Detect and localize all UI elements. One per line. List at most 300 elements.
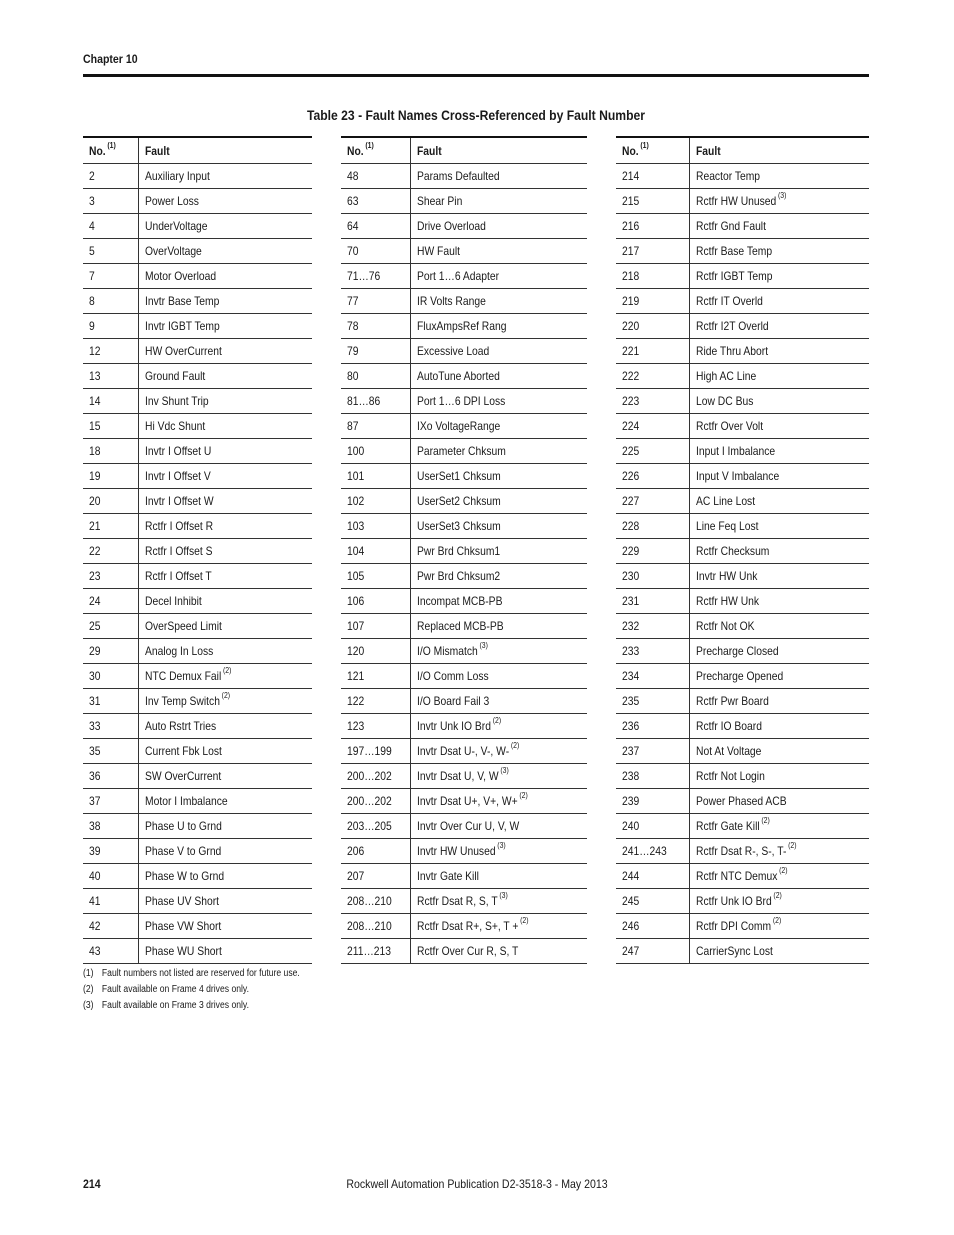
fault-name-cell <box>138 614 312 639</box>
fault-name: Invtr I Offset U <box>144 444 211 458</box>
fault-name: Rctfr HW Unused <box>695 194 776 208</box>
fault-name-cell <box>138 664 312 689</box>
fault-number-cell <box>616 289 689 314</box>
fault-number: 103 <box>347 519 365 533</box>
fault-number: 13 <box>89 369 101 383</box>
table-row <box>616 464 869 489</box>
fault-name: Invtr I Offset W <box>144 494 214 508</box>
table-row <box>616 689 869 714</box>
table-row <box>616 714 869 739</box>
table-row <box>83 289 312 314</box>
table-row <box>83 389 312 414</box>
fault-number-cell <box>341 464 410 489</box>
fault-name: Rctfr IGBT Temp <box>695 269 772 283</box>
fault-number-cell <box>83 664 138 689</box>
fault-name: Port 1…6 Adapter <box>416 269 499 283</box>
fault-number-cell <box>341 314 410 339</box>
fault-number: 236 <box>622 719 640 733</box>
table-row <box>616 639 869 664</box>
fault-name: Params Defaulted <box>416 169 500 183</box>
fault-number-cell <box>341 214 410 239</box>
fault-name-cell <box>138 264 312 289</box>
column-header-no <box>341 137 410 164</box>
fault-name: Motor Overload <box>144 269 216 283</box>
fault-number: 23 <box>89 569 101 583</box>
fault-name: Rctfr Dsat R, S, T <box>416 894 498 908</box>
fault-number: 22 <box>89 544 101 558</box>
table-row <box>341 164 587 189</box>
table-row <box>83 364 312 389</box>
fault-name-cell <box>138 414 312 439</box>
fault-name-cell <box>689 239 869 264</box>
fault-number: 87 <box>347 419 359 433</box>
fault-name: Precharge Opened <box>695 669 783 683</box>
fault-number: 21 <box>89 519 101 533</box>
column-header-fault-label: Fault <box>144 143 170 158</box>
fault-number: 216 <box>622 219 640 233</box>
fault-name-cell <box>410 539 587 564</box>
fault-number-cell <box>341 514 410 539</box>
fault-name: UserSet1 Chksum <box>416 469 501 483</box>
fault-number: 234 <box>622 669 640 683</box>
table-row <box>83 564 312 589</box>
fault-name: Line Feq Lost <box>695 519 759 533</box>
fault-number: 43 <box>89 944 101 958</box>
fault-name: Rctfr IO Board <box>695 719 762 733</box>
table-row <box>616 239 869 264</box>
fault-number: 224 <box>622 419 640 433</box>
fault-name-cell <box>410 389 587 414</box>
fault-number: 200…202 <box>347 769 392 783</box>
fault-name: Rctfr Gate Kill <box>695 819 760 833</box>
fault-number: 4 <box>89 219 95 233</box>
table-row <box>83 864 312 889</box>
header-row <box>341 137 587 164</box>
fault-name-cell <box>410 589 587 614</box>
fault-name-cell <box>689 364 869 389</box>
table-row <box>616 264 869 289</box>
fault-name-cell <box>689 914 869 939</box>
fault-name: Port 1…6 DPI Loss <box>416 394 505 408</box>
fault-number: 104 <box>347 544 365 558</box>
fault-name-cell <box>689 389 869 414</box>
fault-number-cell <box>341 239 410 264</box>
fault-number-cell <box>616 539 689 564</box>
fault-number-cell <box>341 539 410 564</box>
fault-name-cell <box>138 164 312 189</box>
fault-name-cell <box>138 914 312 939</box>
fault-number-cell <box>341 939 410 964</box>
fault-name-cell <box>138 739 312 764</box>
fault-number: 208…210 <box>347 919 392 933</box>
fault-name-cell <box>138 939 312 964</box>
fault-number: 229 <box>622 544 640 558</box>
table-row <box>616 164 869 189</box>
fault-number-cell <box>616 414 689 439</box>
fault-name-cell <box>410 339 587 364</box>
table-row <box>83 689 312 714</box>
fault-name-cell <box>689 214 869 239</box>
fault-number: 237 <box>622 744 640 758</box>
table-row <box>616 539 869 564</box>
fault-number-cell <box>83 739 138 764</box>
fault-number: 9 <box>89 319 95 333</box>
fault-name-cell <box>689 489 869 514</box>
table-row <box>616 739 869 764</box>
fault-name: Invtr Base Temp <box>144 294 219 308</box>
footnote-ref: (2) <box>221 691 230 700</box>
fault-number: 207 <box>347 869 365 883</box>
fault-number-cell <box>83 514 138 539</box>
table-row <box>341 464 587 489</box>
footnote-ref: (3) <box>479 641 488 650</box>
fault-name-cell <box>689 689 869 714</box>
fault-name: Inv Shunt Trip <box>144 394 209 408</box>
fault-number: 233 <box>622 644 640 658</box>
fault-name: IR Volts Range <box>416 294 486 308</box>
fault-number: 33 <box>89 719 101 733</box>
fault-number-cell <box>341 864 410 889</box>
fault-number-cell <box>616 239 689 264</box>
fault-name-cell <box>138 239 312 264</box>
fault-number-cell <box>83 239 138 264</box>
fault-number: 228 <box>622 519 640 533</box>
fault-name: I/O Comm Loss <box>416 669 489 683</box>
fault-number: 37 <box>89 794 101 808</box>
table-row <box>616 364 869 389</box>
fault-name: Rctfr HW Unk <box>695 594 759 608</box>
table-row <box>341 589 587 614</box>
fault-number: 14 <box>89 394 101 408</box>
table-row <box>83 839 312 864</box>
fault-name-cell <box>138 289 312 314</box>
fault-name: HW OverCurrent <box>144 344 222 358</box>
fault-name-cell <box>410 639 587 664</box>
fault-number: 226 <box>622 469 640 483</box>
fault-name-cell <box>410 689 587 714</box>
fault-number: 25 <box>89 619 101 633</box>
fault-name-cell <box>410 914 587 939</box>
footnote-ref: (2) <box>510 741 519 750</box>
fault-table-2 <box>341 136 587 964</box>
table-row <box>616 514 869 539</box>
fault-number: 29 <box>89 644 101 658</box>
fault-name-cell <box>689 864 869 889</box>
fault-number: 102 <box>347 494 365 508</box>
table-row <box>616 389 869 414</box>
table-row <box>341 214 587 239</box>
fault-number: 122 <box>347 694 365 708</box>
fault-number-cell <box>83 414 138 439</box>
fault-name-cell <box>410 439 587 464</box>
footnote-ref: (2) <box>787 841 797 850</box>
fault-number: 197…199 <box>347 744 392 758</box>
fault-number-cell <box>83 689 138 714</box>
fault-name: Hi Vdc Shunt <box>144 419 205 433</box>
fault-number-cell <box>83 564 138 589</box>
footnote-ref: (1) <box>365 140 374 150</box>
fault-number: 19 <box>89 469 101 483</box>
fault-number: 215 <box>622 194 640 208</box>
table-row <box>616 189 869 214</box>
fault-name: HW Fault <box>416 244 460 258</box>
fault-table-3 <box>616 136 869 964</box>
fault-number-cell <box>616 864 689 889</box>
fault-name-cell <box>138 589 312 614</box>
fault-name: I/O Mismatch <box>416 644 478 658</box>
column-header-no-label: No. <box>347 143 364 158</box>
fault-name-cell <box>689 714 869 739</box>
fault-number-cell <box>616 714 689 739</box>
table-row <box>341 714 587 739</box>
column-header-fault <box>689 137 869 164</box>
fault-number-cell <box>341 364 410 389</box>
fault-name-cell <box>689 439 869 464</box>
fault-name-cell <box>689 514 869 539</box>
fault-name-cell <box>410 464 587 489</box>
fault-number-cell <box>616 939 689 964</box>
fault-number: 30 <box>89 669 101 683</box>
fault-name: Invtr Dsat U+, V+, W+ <box>416 794 518 808</box>
table-row <box>341 389 587 414</box>
fault-name-cell <box>689 839 869 864</box>
fault-number: 12 <box>89 344 101 358</box>
footnote-text: Fault numbers not listed are reserved for future use. <box>101 968 300 979</box>
fault-number: 246 <box>622 919 640 933</box>
fault-number: 232 <box>622 619 640 633</box>
footnote-ref: (2) <box>760 816 770 825</box>
fault-number-cell <box>83 939 138 964</box>
fault-number-cell <box>616 764 689 789</box>
footnote-ref: (3) <box>496 841 506 850</box>
table-row <box>83 464 312 489</box>
fault-name: Incompat MCB-PB <box>416 594 502 608</box>
fault-name: Power Phased ACB <box>695 794 787 808</box>
fault-number-cell <box>341 414 410 439</box>
fault-number: 35 <box>89 744 101 758</box>
fault-number: 235 <box>622 694 640 708</box>
table-row <box>83 164 312 189</box>
fault-number: 241…243 <box>622 844 667 858</box>
fault-number-cell <box>616 439 689 464</box>
table-row <box>341 514 587 539</box>
footnote-ref: (2) <box>492 716 501 725</box>
fault-name: Rctfr Checksum <box>695 544 769 558</box>
fault-name: Rctfr I Offset S <box>144 544 212 558</box>
fault-name: Rctfr Gnd Fault <box>695 219 766 233</box>
fault-number: 64 <box>347 219 359 233</box>
table-row <box>83 239 312 264</box>
fault-number-cell <box>341 789 410 814</box>
fault-name-cell <box>410 314 587 339</box>
table-row <box>83 789 312 814</box>
fault-name-cell <box>410 889 587 914</box>
publication-footer: Rockwell Automation Publication D2-3518-3 - May 2013 <box>346 1177 608 1191</box>
fault-name: Ride Thru Abort <box>695 344 768 358</box>
fault-name: UserSet2 Chksum <box>416 494 501 508</box>
fault-number-cell <box>83 214 138 239</box>
fault-number-cell <box>83 839 138 864</box>
fault-name-cell <box>689 264 869 289</box>
footnote-ref: (2) <box>778 866 788 875</box>
table-row <box>83 489 312 514</box>
fault-name-cell <box>138 564 312 589</box>
fault-name: Rctfr I2T Overld <box>695 319 769 333</box>
footnote-ref: (2) <box>772 891 782 900</box>
fault-number-cell <box>83 789 138 814</box>
fault-name: Invtr IGBT Temp <box>144 319 220 333</box>
fault-name: High AC Line <box>695 369 756 383</box>
fault-name: Phase UV Short <box>144 894 219 908</box>
table-row <box>83 514 312 539</box>
fault-number: 106 <box>347 594 365 608</box>
table-row <box>341 264 587 289</box>
table-row <box>341 789 587 814</box>
column-header-no-label: No. <box>89 143 106 158</box>
table-row <box>83 739 312 764</box>
table-row <box>616 614 869 639</box>
table-row <box>616 814 869 839</box>
fault-name-cell <box>410 739 587 764</box>
fault-number: 100 <box>347 444 365 458</box>
header-rule <box>83 74 869 77</box>
table-row <box>341 414 587 439</box>
fault-name: AutoTune Aborted <box>416 369 500 383</box>
fault-name-cell <box>410 939 587 964</box>
table-row <box>616 889 869 914</box>
fault-name: SW OverCurrent <box>144 769 221 783</box>
fault-name: UnderVoltage <box>144 219 208 233</box>
fault-number-cell <box>616 314 689 339</box>
fault-name: Rctfr DPI Comm <box>695 919 771 933</box>
fault-number-cell <box>83 764 138 789</box>
fault-number: 227 <box>622 494 640 508</box>
column-header-no-label: No. <box>622 143 639 158</box>
fault-number-cell <box>341 639 410 664</box>
fault-name-cell <box>410 789 587 814</box>
fault-number-cell <box>83 439 138 464</box>
fault-name-cell <box>689 289 869 314</box>
fault-name-cell <box>138 889 312 914</box>
fault-name-cell <box>689 639 869 664</box>
fault-name-cell <box>410 164 587 189</box>
table-row <box>83 714 312 739</box>
fault-name: Rctfr NTC Demux <box>695 869 777 883</box>
table-row <box>616 339 869 364</box>
fault-number-cell <box>616 564 689 589</box>
fault-name: Invtr Over Cur U, V, W <box>416 819 519 833</box>
fault-name: OverSpeed Limit <box>144 619 222 633</box>
footnote-ref: (3) <box>499 766 509 775</box>
fault-name-cell <box>138 864 312 889</box>
table-row <box>616 839 869 864</box>
fault-number: 101 <box>347 469 365 483</box>
fault-name-cell <box>138 814 312 839</box>
fault-number-cell <box>616 364 689 389</box>
fault-number: 220 <box>622 319 640 333</box>
fault-number-cell <box>616 589 689 614</box>
table-row <box>83 764 312 789</box>
fault-name: Invtr HW Unk <box>695 569 757 583</box>
fault-number-cell <box>616 214 689 239</box>
fault-number-cell <box>83 489 138 514</box>
fault-number: 81…86 <box>347 394 381 408</box>
fault-name-cell <box>689 889 869 914</box>
table-row <box>341 289 587 314</box>
table-row <box>83 939 312 964</box>
table-row <box>83 639 312 664</box>
fault-number-cell <box>341 589 410 614</box>
fault-name-cell <box>689 614 869 639</box>
fault-name-cell <box>689 739 869 764</box>
fault-name: Current Fbk Lost <box>144 744 222 758</box>
table-row <box>616 914 869 939</box>
table-row <box>341 564 587 589</box>
fault-name: OverVoltage <box>144 244 202 258</box>
fault-name: Excessive Load <box>416 344 489 358</box>
fault-name-cell <box>410 514 587 539</box>
table-row <box>341 364 587 389</box>
fault-name-cell <box>410 264 587 289</box>
fault-number: 41 <box>89 894 101 908</box>
fault-name-cell <box>138 539 312 564</box>
fault-number-cell <box>83 289 138 314</box>
header-row <box>616 137 869 164</box>
table-row <box>83 314 312 339</box>
header-row <box>83 137 312 164</box>
fault-name: Rctfr I Offset R <box>144 519 213 533</box>
table-row <box>341 814 587 839</box>
table-row <box>83 539 312 564</box>
fault-number-cell <box>616 489 689 514</box>
fault-name-cell <box>138 464 312 489</box>
table-row <box>341 914 587 939</box>
fault-name: I/O Board Fail 3 <box>416 694 489 708</box>
fault-number: 120 <box>347 644 365 658</box>
fault-number: 79 <box>347 344 359 358</box>
fault-number: 208…210 <box>347 894 392 908</box>
table-row <box>341 639 587 664</box>
fault-name-cell <box>138 789 312 814</box>
footnote-ref: (2) <box>519 916 529 925</box>
fault-name: Phase U to Grnd <box>144 819 222 833</box>
fault-name-cell <box>689 414 869 439</box>
fault-number-cell <box>341 889 410 914</box>
fault-name-cell <box>410 189 587 214</box>
table-row <box>616 414 869 439</box>
fault-number: 7 <box>89 269 95 283</box>
fault-number-cell <box>83 589 138 614</box>
table-row <box>83 414 312 439</box>
fault-number-cell <box>83 164 138 189</box>
fault-number-cell <box>341 714 410 739</box>
fault-name-cell <box>410 239 587 264</box>
fault-number: 5 <box>89 244 95 258</box>
fault-number-cell <box>616 339 689 364</box>
fault-number: 77 <box>347 294 359 308</box>
fault-number-cell <box>83 914 138 939</box>
table-row <box>83 189 312 214</box>
column-header-fault-label: Fault <box>695 143 721 158</box>
fault-name: Inv Temp Switch <box>144 694 220 708</box>
table-row <box>341 739 587 764</box>
fault-number: 105 <box>347 569 365 583</box>
fault-name-cell <box>138 189 312 214</box>
table-row <box>83 614 312 639</box>
table-row <box>616 764 869 789</box>
fault-number-cell <box>341 289 410 314</box>
fault-name: NTC Demux Fail <box>144 669 221 683</box>
